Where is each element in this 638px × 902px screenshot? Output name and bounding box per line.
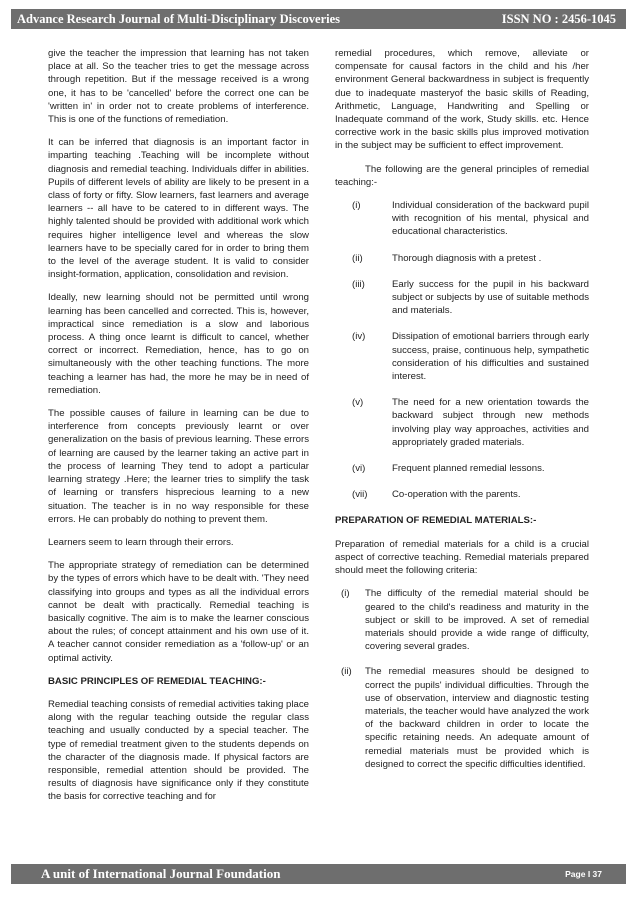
list-item-text: The remedial measures should be designed to correct the pupils' individual difficulties. Through the use of observation, interview and diagnostic testing materials, the teacher would have analyzed the work of the backward children in order to locate the specific retaining needs. An adequate amount of remedial materials must be provided which is designed to correct the specific difficulties identified. (365, 666, 589, 770)
issn-number: ISSN NO : 2456-1045 (501, 12, 616, 26)
paragraph: The appropriate strategy of remediation can be determined by the types of errors which have to be dealt with. 'They need classifying into groups and types as all the individual errors cannot be dealt with practically. Remedial teaching is basically cognitive. The aim is to make the learner conscious about the rules; of concept attainment and his own use of it. A teacher cannot consider remediation as a 'follow-up' or an optimal activity. (48, 560, 309, 664)
paragraph: Learners seem to learn through their errors. (48, 536, 234, 548)
list-item-number: (i) (341, 588, 350, 600)
list-item-number: (v) (352, 397, 364, 409)
list-item-number: (ii) (352, 252, 363, 264)
paragraph: The following are the general principles of remedial teaching:- (335, 163, 589, 188)
list-item-text: Thorough diagnosis with a pretest . (392, 252, 542, 264)
paragraph: Preparation of remedial materials for a child is a crucial aspect of corrective teaching. Remedial materials prepared should meet the following criteria: (335, 538, 589, 577)
left-column (48, 47, 309, 814)
list-item-number: (iv) (352, 331, 366, 343)
list-item (335, 330, 589, 383)
list-item-text: Co-operation with the parents. (392, 489, 521, 501)
list-item-number: (vi) (352, 463, 366, 475)
section-heading-basic-principles: BASIC PRINCIPLES OF REMEDIAL TEACHING:- (48, 675, 266, 687)
paragraph: give the teacher the impression that learning has not taken place at all. So the teacher tries to get the message across through repetition. But if the message received is a wrong one, it has to be 'cancelled' before the correct one can be 'written in' in order not to create problems of interference. This is one of the functions of remediation. (48, 48, 309, 126)
list-item-number: (vii) (352, 489, 368, 501)
list-item-text: Individual consideration of the backward pupil with recognition of his mental, physical and educational characteristics. (392, 200, 589, 238)
section-heading-preparation: PREPARATION OF REMEDIAL MATERIALS:- (335, 515, 537, 527)
list-item-text: Dissipation of emotional barriers through early success, praise, continuous help, sympathetic consideration of his difficulties and sustained interest. (392, 331, 589, 383)
paragraph: The possible causes of failure in learning can be due to interference from concepts previously learnt or over generalization on the basis of previous learning. These errors of learning are caused by the learner taking an active part in the process of learning They tend to adopt a particular learning strategy .Here; the learner tries to simplify the task of learning or transfers hisprecious learning to a new situation. The teacher is in no way responsible for these errors. He can probably do nothing to prevent them. (48, 408, 309, 525)
criteria-list (335, 587, 589, 771)
list-item-text: The need for a new orientation towards the backward subject through new methods involving play way approaches, activities and appropriately graded materials. (392, 397, 589, 448)
list-item-text: The difficulty of the remedial material should be geared to the child's readiness and maturity in the subject or skill to be improved. A set of remedial materials should provide a wide range of difficulty, covering several grades. (365, 588, 589, 653)
list-item (335, 462, 589, 475)
list-item (335, 665, 589, 771)
page-number: Page I 37 (565, 869, 602, 879)
list-item-text: Early success for the pupil in his backward subject or subjects by use of suitable methods and materials. (392, 278, 589, 317)
list-item (335, 587, 589, 653)
paragraph: Remedial teaching consists of remedial activities taking place along with the regular teaching outside the regular class teaching and usually conducted by a special teacher. The type of remedial treatment given to the students depends on the character of the diagnosis made. If physical factors are responsible, remedial attention should be provided. The results of diagnosis have significance only if they constitute the basis for corrective teaching and for (48, 698, 309, 803)
list-item (335, 488, 589, 501)
list-item (335, 252, 589, 265)
list-item-number: (ii) (341, 666, 352, 678)
list-item-number: (iii) (352, 278, 365, 290)
footer-unit-text: A unit of International Journal Foundation (41, 866, 281, 881)
paragraph: Ideally, new learning should not be permitted until wrong learning has been cancelled and corrected. This is, however, impractical since remediation is a slow and laborious process. A thing once learnt is difficult to cancel, whether correct or incorrect. Remediation, hence, has to go on simultaneously with the other teaching functions. The more teaching a learner has had, the more he may be in need of remediation. (48, 292, 309, 396)
list-item (335, 199, 589, 239)
paragraph: remedial procedures, which remove, alleviate or compensate for causal factors in the child and his /her environment General backwardness in subject is frequently due to inadequate masteryof the basic skills of Reading, Arithmetic, Language, Handwriting and Spelling or Inadequate command of the work, Study skills. etc. Hence corrective work in the basic skills plus improved motivation in the subject may be sufficient to effect improvement. (335, 48, 589, 152)
list-item (335, 396, 589, 449)
principles-list (335, 199, 589, 501)
right-column (335, 47, 589, 783)
list-item-number: (i) (352, 200, 361, 212)
journal-header-bar (11, 9, 626, 29)
list-item (335, 278, 589, 318)
paragraph: It can be inferred that diagnosis is an important factor in imparting teaching .Teaching will be incomplete without diagnosis and remedial teaching. Individuals differ in abilities. Pupils of different levels of ability are likely to be present in a class of forty or fifty. Slow learners, fast learners and average learners -- all have to be catered to in different ways. The highly talented should be provided with additional work which requires higher intelligence level and whereas the slow learners have to be specially cared for in order to bring them to the level of the average student. It is valid to consider insight-formation, application, consolidation and revision. (48, 137, 309, 281)
footer-bar (11, 864, 626, 884)
journal-title: Advance Research Journal of Multi-Disciplinary Discoveries (17, 12, 340, 26)
list-item-text: Frequent planned remedial lessons. (392, 463, 545, 475)
